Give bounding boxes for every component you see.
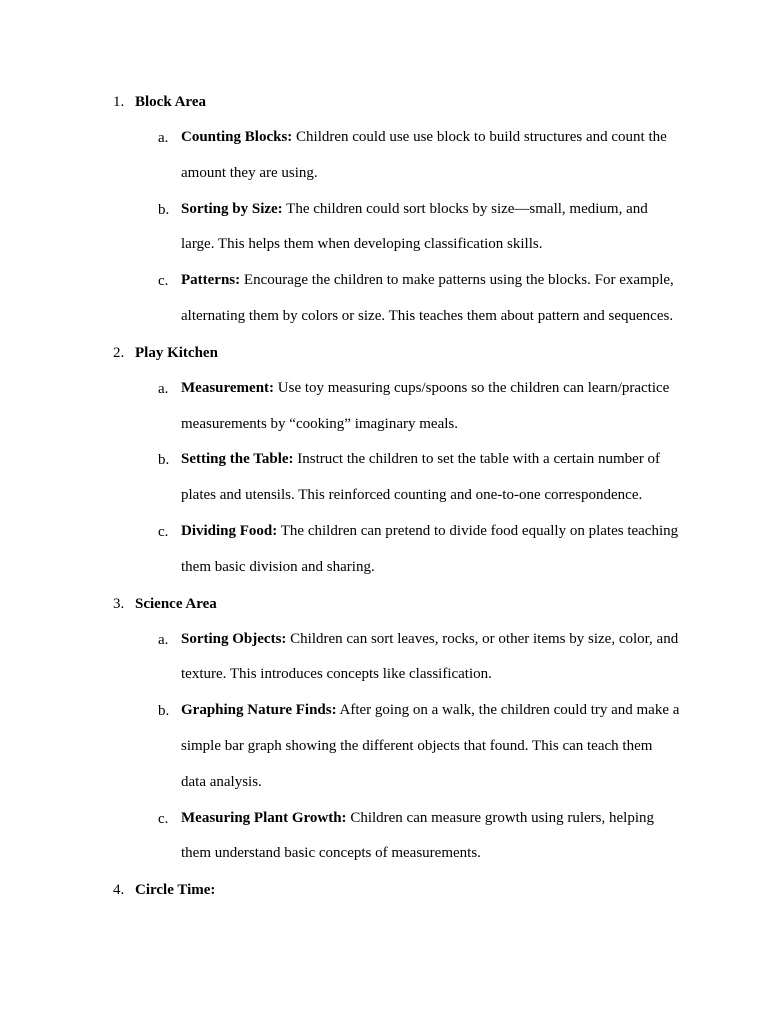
item-label: Measuring Plant Growth: (181, 809, 347, 826)
list-item (0, 371, 768, 443)
section-number: 4. (113, 882, 125, 899)
numbered-outline (0, 84, 768, 908)
item-label: Graphing Nature Finds: (181, 702, 337, 719)
section-number: 1. (113, 94, 125, 110)
section-play-kitchen (0, 335, 768, 586)
section-title: Science Area (135, 595, 217, 612)
section-heading (0, 335, 768, 371)
list-item (0, 442, 768, 514)
item-paragraph (181, 442, 681, 514)
item-paragraph (181, 801, 681, 873)
item-body: Encourage the children to make patterns using the blocks. For example, alternating them by colors or size. This teaches them about pattern and sequences. (181, 272, 674, 324)
item-paragraph (181, 622, 681, 694)
section-title: Circle Time: (135, 882, 216, 899)
item-letter: c. (158, 810, 169, 827)
item-body: The children can pretend to divide food equally on plates teaching them basic division and sharing. (181, 522, 679, 575)
item-body: Children can measure growth using rulers, helping them understand basic concepts of measurements. (181, 809, 654, 862)
list-item (0, 622, 768, 694)
item-paragraph (181, 693, 681, 800)
item-paragraph (181, 192, 681, 264)
item-letter: c. (158, 273, 169, 290)
item-letter: c. (158, 523, 169, 540)
item-paragraph (181, 263, 681, 335)
item-paragraph (181, 120, 681, 192)
section-science-area (0, 586, 768, 873)
item-letter: a. (158, 380, 169, 397)
item-body: The children could sort blocks by size—small, medium, and large. This helps them when developing classification skills. (181, 200, 648, 253)
list-item (0, 263, 768, 335)
section-heading (0, 872, 768, 908)
list-item (0, 514, 768, 586)
item-label: Sorting by Size: (181, 200, 283, 217)
list-item (0, 693, 768, 800)
item-body: Instruct the children to set the table with a certain number of plates and utensils. This reinforced counting and one-to-one correspondence. (181, 451, 661, 504)
item-letter: b. (158, 201, 170, 218)
item-letter: b. (158, 703, 170, 720)
section-number: 2. (113, 344, 125, 361)
section-title: Block Area (135, 94, 206, 110)
section-title: Play Kitchen (135, 344, 218, 361)
section-heading (0, 586, 768, 622)
item-letter: a. (158, 130, 169, 146)
item-label: Setting the Table: (181, 451, 294, 468)
list-item (0, 192, 768, 264)
item-letter: b. (158, 452, 170, 469)
list-item (0, 120, 768, 192)
section-block-area (0, 84, 768, 335)
section-circle-time (0, 872, 768, 908)
item-body: After going on a walk, the children could try and make a simple bar graph showing the different objects that found. This can teach them data analysis. (181, 702, 680, 790)
item-letter: a. (158, 631, 169, 648)
section-number: 3. (113, 595, 125, 612)
item-body: Use toy measuring cups/spoons so the children can learn/practice measurements by “cooking” imaginary meals. (181, 379, 670, 432)
item-label: Counting Blocks: (181, 129, 293, 145)
item-label: Sorting Objects: (181, 630, 287, 647)
section-heading (0, 84, 768, 120)
item-label: Measurement: (181, 379, 275, 396)
item-paragraph (181, 514, 681, 586)
item-body: Children could use use block to build structures and count the amount they are using. (181, 129, 667, 181)
item-body: Children can sort leaves, rocks, or other items by size, color, and texture. This introduces concepts like classification. (181, 630, 679, 683)
list-item (0, 801, 768, 873)
item-paragraph (181, 371, 681, 443)
item-label: Patterns: (181, 272, 241, 289)
item-label: Dividing Food: (181, 522, 278, 539)
